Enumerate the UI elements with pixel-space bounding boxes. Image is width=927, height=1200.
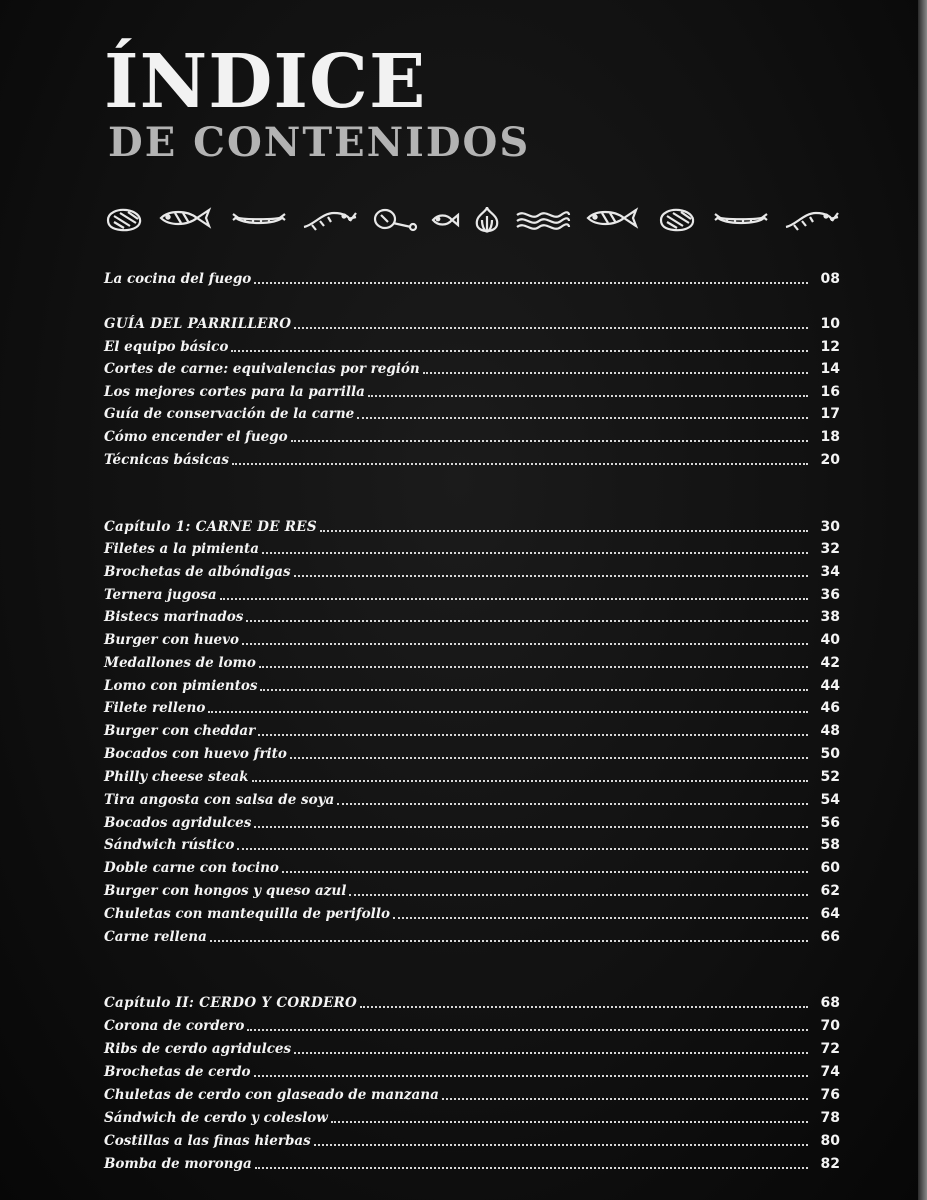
toc-entry-title: La cocina del fuego bbox=[104, 271, 252, 287]
dot-leader bbox=[254, 1075, 808, 1077]
toc-entry-title: Los mejores cortes para la parrilla bbox=[104, 384, 365, 400]
toc-entry[interactable] bbox=[104, 1086, 840, 1104]
dot-leader bbox=[246, 620, 808, 622]
toc-entry-page: 18 bbox=[820, 429, 840, 445]
toc-entry-page: 72 bbox=[820, 1041, 840, 1057]
toc-entry[interactable] bbox=[104, 722, 840, 740]
toc-entry-page: 56 bbox=[820, 815, 840, 831]
dot-leader bbox=[259, 666, 808, 668]
toc-entry-title: Cortes de carne: equivalencias por región bbox=[104, 361, 420, 377]
toc-entry-title: Corona de cordero bbox=[104, 1018, 245, 1034]
dot-leader bbox=[254, 282, 808, 284]
toc-entry[interactable] bbox=[104, 338, 840, 356]
toc-entry-title: Tira angosta con salsa de soya bbox=[104, 792, 335, 808]
toc-entry[interactable] bbox=[104, 836, 840, 854]
dot-leader bbox=[242, 643, 808, 645]
toc-entry-title: Doble carne con tocino bbox=[104, 860, 279, 876]
toc-entry[interactable] bbox=[104, 608, 840, 626]
toc-entry[interactable] bbox=[104, 428, 840, 446]
toc-entry-title: GUÍA DEL PARRILLERO bbox=[104, 316, 292, 332]
toc-entry-page: 36 bbox=[820, 587, 840, 603]
toc-entry[interactable] bbox=[104, 586, 840, 604]
toc-entry-title: Filetes a la pimienta bbox=[104, 541, 259, 557]
dot-leader bbox=[208, 711, 808, 713]
toc-entry-page: 66 bbox=[820, 929, 840, 945]
toc-entry[interactable] bbox=[104, 928, 840, 946]
toc-entry-title: Ternera jugosa bbox=[104, 587, 217, 603]
dot-leader bbox=[258, 734, 808, 736]
toc-entry-title: Burger con hongos y queso azul bbox=[104, 883, 347, 899]
toc-entry-page: 78 bbox=[820, 1110, 840, 1126]
toc-entry-page: 70 bbox=[820, 1018, 840, 1034]
toc-entry-page: 48 bbox=[820, 723, 840, 739]
toc-entry[interactable] bbox=[104, 360, 840, 378]
dot-leader bbox=[237, 848, 808, 850]
dot-leader bbox=[294, 327, 808, 329]
dot-leader bbox=[291, 440, 808, 442]
toc-entry[interactable] bbox=[104, 814, 840, 832]
toc-entry-page: 08 bbox=[820, 271, 840, 287]
toc-chapter-heading[interactable] bbox=[104, 518, 840, 536]
toc-entry[interactable] bbox=[104, 859, 840, 877]
toc-entry-title: Philly cheese steak bbox=[104, 769, 249, 785]
toc-entry-page: 42 bbox=[820, 655, 840, 671]
dot-leader bbox=[360, 1006, 808, 1008]
toc-entry[interactable] bbox=[104, 905, 840, 923]
toc-entry-page: 62 bbox=[820, 883, 840, 899]
toc-entry-page: 20 bbox=[820, 452, 840, 468]
dot-leader bbox=[282, 871, 808, 873]
dot-leader bbox=[442, 1098, 808, 1100]
dot-leader bbox=[210, 940, 808, 942]
toc-entry[interactable] bbox=[104, 1040, 840, 1058]
toc-entry-page: 80 bbox=[820, 1133, 840, 1149]
toc-entry-page: 32 bbox=[820, 541, 840, 557]
toc-entry-page: 14 bbox=[820, 361, 840, 377]
toc-entry-page: 17 bbox=[820, 406, 840, 422]
toc-entry[interactable] bbox=[104, 540, 840, 558]
toc-entry[interactable] bbox=[104, 1109, 840, 1127]
toc-entry[interactable] bbox=[104, 563, 840, 581]
dot-leader bbox=[262, 552, 808, 554]
dot-leader bbox=[260, 689, 808, 691]
toc-entry-page: 76 bbox=[820, 1087, 840, 1103]
dot-leader bbox=[255, 1167, 808, 1169]
toc-entry-page: 10 bbox=[820, 316, 840, 332]
dot-leader bbox=[252, 780, 808, 782]
toc-entry-title: Chuletas con mantequilla de perifollo bbox=[104, 906, 390, 922]
toc-entry-title: Filete relleno bbox=[104, 700, 206, 716]
toc-section-heading[interactable] bbox=[104, 315, 840, 333]
dot-leader bbox=[423, 372, 808, 374]
dot-leader bbox=[368, 395, 808, 397]
toc-entry-title: Capítulo II: CERDO Y CORDERO bbox=[104, 995, 358, 1011]
toc-entry-title: Capítulo 1: CARNE DE RES bbox=[104, 519, 317, 535]
toc-entry-title: Chuletas de cerdo con glaseado de manzana bbox=[104, 1087, 439, 1103]
toc-entry-page: 38 bbox=[820, 609, 840, 625]
toc-entry-title: Sándwich rústico bbox=[104, 837, 235, 853]
toc-entry-page: 46 bbox=[820, 700, 840, 716]
toc-entry[interactable] bbox=[104, 677, 840, 695]
toc-entry-title: Bocados agridulces bbox=[104, 815, 252, 831]
toc-entry[interactable] bbox=[104, 270, 840, 288]
toc-entry-page: 82 bbox=[820, 1156, 840, 1172]
table-of-contents bbox=[104, 0, 840, 1200]
dot-leader bbox=[254, 826, 808, 828]
toc-entry-page: 50 bbox=[820, 746, 840, 762]
toc-entry-title: Brochetas de cerdo bbox=[104, 1064, 251, 1080]
page-subtitle: DE CONTENIDOS bbox=[108, 119, 531, 166]
toc-entry-title: Guía de conservación de la carne bbox=[104, 406, 355, 422]
toc-entry-title: Cómo encender el fuego bbox=[104, 429, 288, 445]
toc-entry[interactable] bbox=[104, 405, 840, 423]
toc-entry-title: Medallones de lomo bbox=[104, 655, 256, 671]
toc-entry[interactable] bbox=[104, 654, 840, 672]
dot-leader bbox=[337, 803, 808, 805]
toc-entry[interactable] bbox=[104, 768, 840, 786]
toc-entry-title: Lomo con pimientos bbox=[104, 678, 258, 694]
dot-leader bbox=[393, 917, 808, 919]
page-edge bbox=[918, 0, 927, 1200]
dot-leader bbox=[294, 1052, 808, 1054]
toc-entry-title: Costillas a las finas hierbas bbox=[104, 1133, 311, 1149]
toc-entry-title: Burger con cheddar bbox=[104, 723, 256, 739]
page-title: ÍNDICE bbox=[104, 39, 427, 125]
dot-leader bbox=[232, 463, 808, 465]
toc-entry-page: 58 bbox=[820, 837, 840, 853]
toc-entry[interactable] bbox=[104, 1063, 840, 1081]
toc-entry-title: Carne rellena bbox=[104, 929, 207, 945]
toc-entry-title: Ribs de cerdo agridulces bbox=[104, 1041, 292, 1057]
dot-leader bbox=[247, 1029, 808, 1031]
dot-leader bbox=[314, 1144, 808, 1146]
dot-leader bbox=[357, 417, 808, 419]
toc-entry-page: 12 bbox=[820, 339, 840, 355]
toc-entry[interactable] bbox=[104, 1017, 840, 1035]
toc-entry-title: Sándwich de cerdo y coleslow bbox=[104, 1110, 328, 1126]
dot-leader bbox=[294, 575, 808, 577]
toc-entry-title: Brochetas de albóndigas bbox=[104, 564, 291, 580]
toc-entry-page: 74 bbox=[820, 1064, 840, 1080]
dot-leader bbox=[320, 530, 808, 532]
toc-chapter-heading[interactable] bbox=[104, 994, 840, 1012]
toc-entry[interactable] bbox=[104, 745, 840, 763]
dot-leader bbox=[220, 598, 808, 600]
toc-entry-page: 16 bbox=[820, 384, 840, 400]
dot-leader bbox=[231, 350, 808, 352]
toc-entry-page: 60 bbox=[820, 860, 840, 876]
toc-entry-page: 52 bbox=[820, 769, 840, 785]
toc-entry-page: 30 bbox=[820, 519, 840, 535]
dot-leader bbox=[290, 757, 808, 759]
toc-entry-page: 44 bbox=[820, 678, 840, 694]
toc-entry-page: 54 bbox=[820, 792, 840, 808]
toc-entry-page: 40 bbox=[820, 632, 840, 648]
toc-entry[interactable] bbox=[104, 1132, 840, 1150]
toc-entry[interactable] bbox=[104, 451, 840, 469]
toc-entry[interactable] bbox=[104, 791, 840, 809]
toc-entry[interactable] bbox=[104, 882, 840, 900]
toc-entry-page: 68 bbox=[820, 995, 840, 1011]
toc-entry-title: Bocados con huevo frito bbox=[104, 746, 287, 762]
toc-entry-page: 34 bbox=[820, 564, 840, 580]
toc-entry-title: El equipo básico bbox=[104, 339, 229, 355]
toc-entry[interactable] bbox=[104, 383, 840, 401]
toc-entry[interactable] bbox=[104, 631, 840, 649]
toc-entry[interactable] bbox=[104, 699, 840, 717]
toc-entry-title: Bistecs marinados bbox=[104, 609, 244, 625]
toc-entry-page: 64 bbox=[820, 906, 840, 922]
dot-leader bbox=[349, 894, 808, 896]
toc-entry[interactable] bbox=[104, 1155, 840, 1173]
toc-entry-title: Bomba de moronga bbox=[104, 1156, 252, 1172]
toc-entry-title: Burger con huevo bbox=[104, 632, 239, 648]
toc-entry-title: Técnicas básicas bbox=[104, 452, 230, 468]
dot-leader bbox=[331, 1121, 808, 1123]
